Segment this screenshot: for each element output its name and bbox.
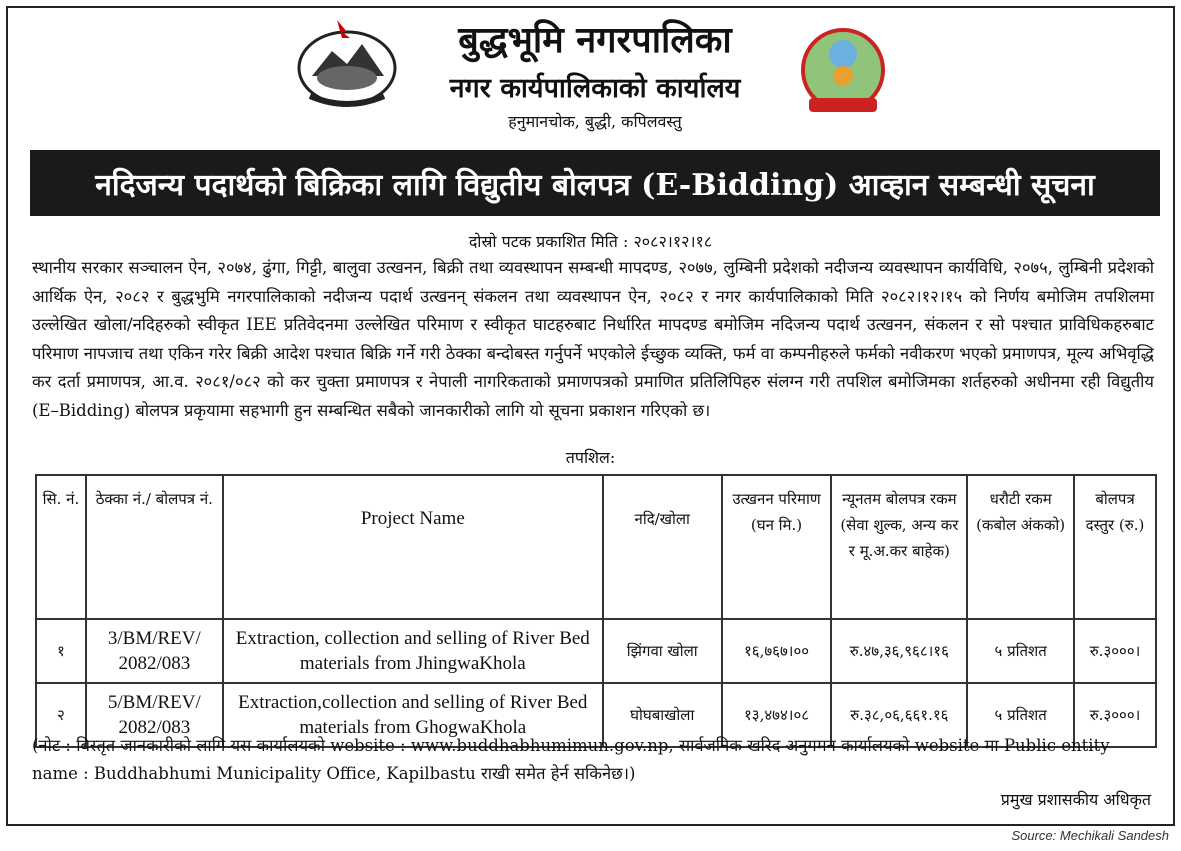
col-sn: सि. नं.: [36, 475, 86, 619]
col-bid-fee: बोलपत्र दस्तुर (रु.): [1074, 475, 1156, 619]
table-row: [36, 619, 1156, 683]
source-credit: Source: Mechikali Sandesh: [1011, 828, 1169, 843]
details-heading: तपशिल:: [565, 448, 616, 467]
cell-quantity: १३,४७४।०८: [722, 683, 832, 747]
col-contract-no: ठेक्का नं./ बोलपत्र नं.: [86, 475, 223, 619]
cell-contract-no: 3/BM/REV/ 2082/083: [86, 619, 223, 683]
publish-date: दोस्रो पटक प्रकाशित मिति : २०८२।१२।१८: [468, 232, 713, 251]
col-quantity: उत्खनन परिमाण (घन मि.): [722, 475, 832, 619]
municipality-logo-icon: [795, 24, 891, 120]
office-address: हनुमानचोक, बुद्धी, कपिलवस्तु: [508, 112, 682, 131]
col-project-name: Project Name: [223, 475, 603, 619]
col-deposit: धरौटी रकम (कबोल अंकको): [967, 475, 1074, 619]
notice-heading-banner: नदिजन्य पदार्थको बिक्रिका लागि विद्युतीय बोलपत्र (E-Bidding) आव्हान सम्बन्धी सूचना: [30, 150, 1160, 216]
cell-river: घोघबाखोला: [603, 683, 722, 747]
cell-river: झिंगवा खोला: [603, 619, 722, 683]
cell-deposit: ५ प्रतिशत: [967, 619, 1074, 683]
note-text: (नोट : बिस्तृत जानकारीको लागि यस कार्यालयको website : www.buddhabhumimun.gov.np, सार्वजनिक खरिद अनुगमन कार्यालयको website मा Public entity name : Buddhabhumi Municipality Office, Kapilbastu राखी समेत हेर्न सकिनेछ।): [32, 736, 1110, 783]
col-min-bid: न्यूनतम बोलपत्र रकम (सेवा शुल्क, अन्य कर र मू.अ.कर बाहेक): [831, 475, 967, 619]
cell-project-name: Extraction,collection and selling of River Bed materials from GhogwaKhola: [223, 683, 603, 747]
cell-project-name: Extraction, collection and selling of River Bed materials from JhingwaKhola: [223, 619, 603, 683]
cell-min-bid: रु.३८,०६,६६१.१६: [831, 683, 967, 747]
cell-contract-no: 5/BM/REV/ 2082/083: [86, 683, 223, 747]
cell-deposit: ५ प्रतिशत: [967, 683, 1074, 747]
bid-table: [35, 474, 1157, 748]
col-river: नदि/खोला: [603, 475, 722, 619]
cell-sn: २: [36, 683, 86, 747]
cell-bid-fee: रु.३०००।: [1074, 683, 1156, 747]
cell-bid-fee: रु.३०००।: [1074, 619, 1156, 683]
notice-body: स्थानीय सरकार सञ्चालन ऐन, २०७४, ढुंगा, गिट्टी, बालुवा उत्खनन, बिक्री तथा व्यवस्थापन सम्बन्धी मापदण्ड, २०७७, लुम्बिनी प्रदेशको नदीजन्य व्यवस्थापन कार्यविधि, २०७५, लुम्बिनी प्रदेशको आर्थिक ऐन, २०८२ र बुद्धभुमि नगरपालिकाको नदीजन्य पदार्थ उत्खनन् संकलन तथा व्यवस्थापन ऐन, २०८२ र नगर कार्यपालिकाको मिति २०८२।१२।१५ को निर्णय बमोजिम तपशिलमा उल्लेखित खोला/नदिहरुको स्वीकृत IEE प्रतिवेदनमा उल्लेखित परिमाण र स्वीकृत घाटहरुबाट निर्धारित मापदण्ड बमोजिम नदिजन्य पदार्थ उत्खनन, संकलन र सो पश्चात प्राविधिकहरुबाट परिमाण नापजाच तथा एकिन गरेर बिक्री आदेश पश्चात बिक्रि गर्ने गरी ठेक्का बन्दोबस्त गर्नुपर्ने भएकोले ईच्छुक व्यक्ति, फर्म वा कम्पनीहरुले फर्मको नवीकरण भएको प्रमाणपत्र, मूल्य अभिवृद्धि कर दर्ता प्रमाणपत्र, आ.व. २०८१/०८२ को कर चुक्ता प्रमाणपत्र र नेपाली नागरिकताको प्रमाणपत्रको प्रमाणित प्रतिलिपिहरु संलग्न गरी तपशिल बमोजिमका शर्तहरुको अधीनमा रही विद्युतीय (E–Bidding) बोलपत्र प्रकृयामा सहभागी हुन सम्बन्धित सबैको जानकारीको लागि यो सूचना प्रकाशन गरिएको छ।: [32, 258, 1154, 420]
signatory-title: प्रमुख प्रशासकीय अधिकृत: [1000, 790, 1151, 809]
table-header-row: [36, 475, 1156, 619]
office-subtitle: नगर कार्यपालिकाको कार्यालय: [449, 73, 741, 104]
municipality-title: बुद्धभूमि नगरपालिका: [458, 19, 732, 61]
cell-min-bid: रु.४७,३६,९६८।१६: [831, 619, 967, 683]
nepal-emblem-icon: [292, 16, 402, 108]
cell-quantity: १६,७६७।००: [722, 619, 832, 683]
cell-sn: १: [36, 619, 86, 683]
